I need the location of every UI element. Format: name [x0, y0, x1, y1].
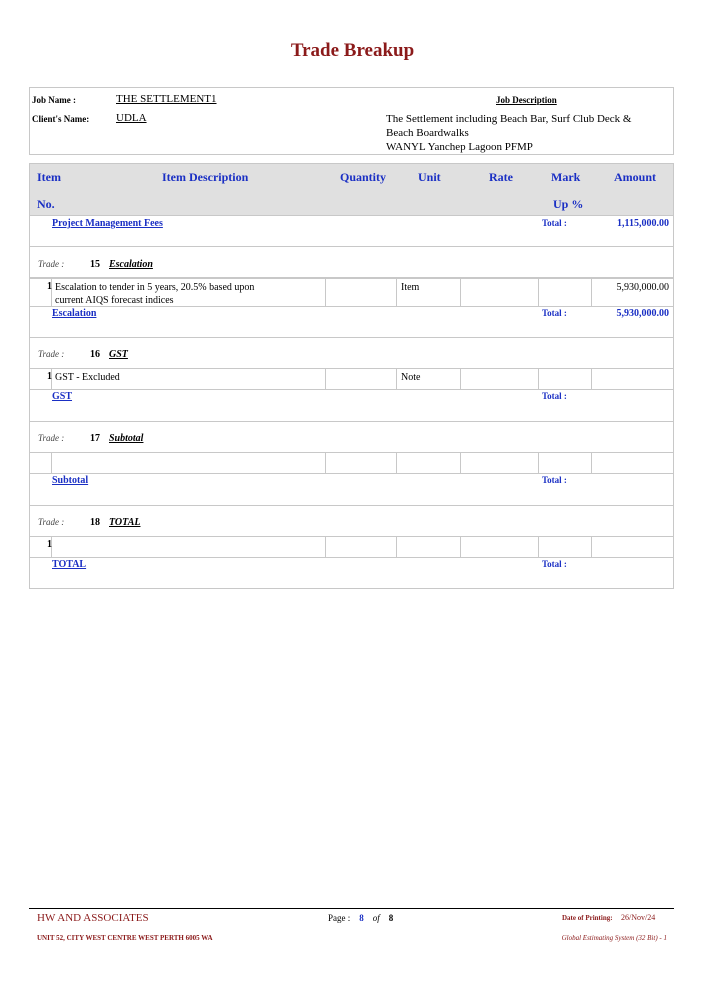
item-unit: Item	[401, 282, 420, 293]
col-item-no: No.	[37, 197, 55, 211]
trade-header	[29, 338, 674, 369]
footer-pagination	[328, 913, 393, 923]
pm-fees-total-value: 1,115,000.00	[617, 218, 669, 229]
trade-header	[29, 506, 674, 537]
item-description-line: current AIQS forecast indices	[55, 295, 174, 306]
print-date: 26/Nov/24	[621, 913, 656, 922]
col-description: Item Description	[162, 170, 249, 184]
job-description-line: Beach Boardwalks	[386, 127, 469, 139]
table-row	[29, 278, 674, 307]
col-markup-2: Up %	[553, 197, 584, 211]
col-rate: Rate	[489, 170, 513, 184]
trade-footer-link[interactable]: GST	[52, 391, 73, 402]
footer-address: UNIT 52, CITY WEST CENTRE WEST PERTH 6005 WA	[37, 934, 213, 942]
page-number: 8	[359, 913, 364, 923]
item-amount: 5,930,000.00	[616, 282, 669, 293]
item-description	[55, 281, 254, 307]
trade-total-label: Total :	[542, 475, 567, 485]
trade-footer	[29, 390, 674, 422]
trade-label: Trade :	[38, 349, 65, 359]
col-amount: Amount	[614, 170, 657, 184]
page-of-label: of	[372, 913, 380, 923]
footer-divider	[29, 908, 674, 909]
table-row	[29, 368, 674, 390]
trade-number: 15	[90, 259, 100, 270]
trade-number: 17	[90, 433, 100, 444]
trade-footer	[29, 558, 674, 589]
job-name-label: Job Name :	[32, 95, 76, 105]
trade-total-label: Total :	[542, 559, 567, 569]
page-title: Trade Breakup	[290, 40, 415, 61]
trade-footer	[29, 307, 674, 338]
page-total: 8	[388, 913, 394, 923]
col-markup: Mark	[551, 170, 581, 184]
col-unit: Unit	[418, 170, 441, 184]
client-name-value: UDLA	[116, 112, 147, 124]
trade-total-label: Total :	[542, 391, 567, 401]
pm-fees-total-label: Total :	[542, 218, 567, 228]
footer-system: Global Estimating System (32 Bit) - 1	[561, 934, 667, 942]
page-label: Page :	[328, 913, 351, 923]
trade-number: 16	[90, 349, 100, 360]
job-description-line: The Settlement including Beach Bar, Surf Club Deck &	[386, 113, 632, 125]
trade-name: GST	[109, 349, 128, 360]
trade-name: TOTAL	[109, 517, 141, 528]
item-number: 1	[47, 539, 52, 550]
footer-company: HW AND ASSOCIATES	[37, 912, 149, 924]
trade-label: Trade :	[38, 433, 65, 443]
job-description-line: WANYL Yanchep Lagoon PFMP	[386, 141, 533, 153]
column-header-band	[29, 163, 674, 216]
job-description-text	[386, 112, 656, 154]
item-description-line: Escalation to tender in 5 years, 20.5% based upon	[55, 282, 255, 293]
job-name-value: THE SETTLEMENT1	[116, 93, 217, 105]
trade-total-label: Total :	[542, 308, 567, 318]
print-date-label: Date of Printing:	[562, 914, 613, 922]
trade-name: Subtotal	[109, 433, 144, 444]
trade-footer-link[interactable]: Subtotal	[52, 475, 89, 486]
trade-footer	[29, 474, 674, 506]
trade-header	[29, 247, 674, 278]
trade-label: Trade :	[38, 517, 65, 527]
client-name-label: Client's Name:	[32, 114, 90, 124]
job-description-heading: Job Description	[496, 95, 557, 105]
trade-name: Escalation	[109, 259, 153, 270]
item-number: 1	[47, 281, 52, 292]
pm-fees-link[interactable]: Project Management Fees	[52, 218, 163, 229]
trade-header	[29, 422, 674, 453]
table-row	[29, 452, 674, 474]
table-row	[29, 536, 674, 558]
trade-number: 18	[90, 517, 100, 528]
trade-label: Trade :	[38, 259, 65, 269]
trade-total-value: 5,930,000.00	[616, 308, 669, 319]
col-item: Item	[37, 170, 61, 184]
item-number: 1	[47, 371, 52, 382]
item-unit: Note	[401, 372, 421, 383]
trade-footer-link[interactable]: Escalation	[52, 308, 97, 319]
col-quantity: Quantity	[340, 170, 387, 184]
job-info-box	[29, 87, 674, 155]
pm-fees-section	[29, 216, 674, 247]
trade-footer-link[interactable]: TOTAL	[52, 559, 87, 570]
item-description: GST - Excluded	[55, 372, 120, 383]
